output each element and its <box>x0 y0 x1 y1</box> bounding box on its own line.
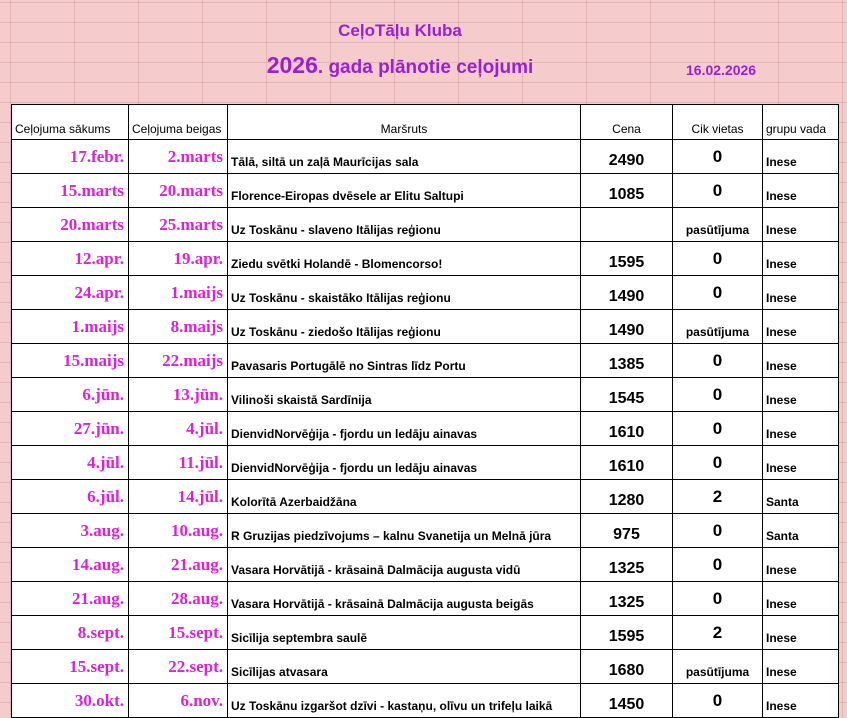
start-date-cell: 4.jūl. <box>12 446 129 480</box>
price-cell: 1385 <box>581 344 673 378</box>
seats-cell: 0 <box>673 446 763 480</box>
end-date-cell: 10.aug. <box>129 514 228 548</box>
route-cell: Ziedu svētki Holandē - Blomencorso! <box>228 242 581 276</box>
price-cell: 2490 <box>581 140 673 174</box>
price-cell: 1490 <box>581 276 673 310</box>
price-cell: 1450 <box>581 684 673 718</box>
end-date-cell: 6.nov. <box>129 684 228 718</box>
trips-table <box>11 104 839 718</box>
route-cell: Uz Toskānu - ziedošo Itālijas reģionu <box>228 310 581 344</box>
start-date-cell: 3.aug. <box>12 514 129 548</box>
route-cell: DienvidNorvēģija - fjordu un ledāju ainavas <box>228 412 581 446</box>
column-header-start: Ceļojuma sākums <box>12 105 129 140</box>
seats-cell: pasūtījuma <box>673 310 763 344</box>
route-cell: Pavasaris Portugālē no Sintras līdz Portu <box>228 344 581 378</box>
table-row <box>12 242 839 276</box>
route-cell: Uz Toskānu - skaistāko Itālijas reģionu <box>228 276 581 310</box>
subtitle-text: . gada plānotie ceļojumi <box>317 57 534 78</box>
start-date-cell: 6.jūn. <box>12 378 129 412</box>
leader-cell: Inese <box>763 446 839 480</box>
seats-cell: pasūtījuma <box>673 208 763 242</box>
table-row <box>12 650 839 684</box>
end-date-cell: 22.sept. <box>129 650 228 684</box>
route-cell: R Gruzijas piedzīvojums – kalnu Svanetija un Melnā jūra <box>228 514 581 548</box>
end-date-cell: 15.sept. <box>129 616 228 650</box>
leader-cell: Inese <box>763 276 839 310</box>
seats-cell: 0 <box>673 378 763 412</box>
route-cell: Vilinoši skaistā Sardīnija <box>228 378 581 412</box>
seats-cell: 0 <box>673 242 763 276</box>
price-cell: 1595 <box>581 242 673 276</box>
end-date-cell: 11.jūl. <box>129 446 228 480</box>
seats-cell: 0 <box>673 140 763 174</box>
price-cell: 1610 <box>581 446 673 480</box>
leader-cell: Inese <box>763 242 839 276</box>
leader-cell: Inese <box>763 684 839 718</box>
table-row <box>12 582 839 616</box>
start-date-cell: 6.jūl. <box>12 480 129 514</box>
price-cell: 1545 <box>581 378 673 412</box>
leader-cell: Inese <box>763 378 839 412</box>
end-date-cell: 2.marts <box>129 140 228 174</box>
seats-cell: 2 <box>673 480 763 514</box>
leader-cell: Inese <box>763 582 839 616</box>
route-cell: Uz Toskānu - slaveno Itālijas reģionu <box>228 208 581 242</box>
route-cell: Sicīlija septembra saulē <box>228 616 581 650</box>
table-row <box>12 276 839 310</box>
leader-cell: Santa <box>763 514 839 548</box>
leader-cell: Inese <box>763 616 839 650</box>
leader-cell: Inese <box>763 412 839 446</box>
table-row <box>12 514 839 548</box>
price-cell: 1680 <box>581 650 673 684</box>
route-cell: Vasara Horvātijā - krāsainā Dalmācija augusta beigās <box>228 582 581 616</box>
start-date-cell: 15.sept. <box>12 650 129 684</box>
table-row <box>12 310 839 344</box>
start-date-cell: 12.apr. <box>12 242 129 276</box>
price-cell: 1325 <box>581 548 673 582</box>
price-cell: 1595 <box>581 616 673 650</box>
seats-cell: 0 <box>673 684 763 718</box>
price-cell: 975 <box>581 514 673 548</box>
table-row <box>12 208 839 242</box>
route-cell: Vasara Horvātijā - krāsainā Dalmācija augusta vidū <box>228 548 581 582</box>
end-date-cell: 25.marts <box>129 208 228 242</box>
table-row <box>12 446 839 480</box>
start-date-cell: 30.okt. <box>12 684 129 718</box>
start-date-cell: 27.jūn. <box>12 412 129 446</box>
price-cell: 1280 <box>581 480 673 514</box>
seats-cell: 0 <box>673 412 763 446</box>
price-cell: 1085 <box>581 174 673 208</box>
leader-cell: Inese <box>763 548 839 582</box>
end-date-cell: 14.jūl. <box>129 480 228 514</box>
column-header-leader: grupu vada <box>763 105 839 140</box>
end-date-cell: 19.apr. <box>129 242 228 276</box>
seats-cell: 2 <box>673 616 763 650</box>
start-date-cell: 14.aug. <box>12 548 129 582</box>
start-date-cell: 17.febr. <box>12 140 129 174</box>
route-cell: Tālā, siltā un zaļā Maurīcijas sala <box>228 140 581 174</box>
year: 2026 <box>266 52 318 78</box>
leader-cell: Inese <box>763 208 839 242</box>
table-row <box>12 174 839 208</box>
seats-cell: 0 <box>673 548 763 582</box>
seats-cell: 0 <box>673 174 763 208</box>
end-date-cell: 28.aug. <box>129 582 228 616</box>
price-cell: 1610 <box>581 412 673 446</box>
end-date-cell: 8.maijs <box>129 310 228 344</box>
start-date-cell: 15.maijs <box>12 344 129 378</box>
leader-cell: Inese <box>763 650 839 684</box>
start-date-cell: 15.marts <box>12 174 129 208</box>
table-row <box>12 548 839 582</box>
price-cell: 1325 <box>581 582 673 616</box>
leader-cell: Inese <box>763 174 839 208</box>
table-row <box>12 684 839 718</box>
leader-cell: Inese <box>763 310 839 344</box>
route-cell: Florence-Eiropas dvēsele ar Elitu Saltupi <box>228 174 581 208</box>
table-header-row <box>12 105 839 140</box>
price-cell: 1490 <box>581 310 673 344</box>
column-header-end: Ceļojuma beigas <box>129 105 228 140</box>
column-header-seats: Cik vietas <box>673 105 763 140</box>
club-title: CeļoTāļu Kluba <box>338 21 462 40</box>
start-date-cell: 24.apr. <box>12 276 129 310</box>
table-row <box>12 140 839 174</box>
seats-cell: 0 <box>673 514 763 548</box>
seats-cell: 0 <box>673 344 763 378</box>
route-cell: DienvidNorvēģija - fjordu un ledāju ainavas <box>228 446 581 480</box>
column-header-price: Cena <box>581 105 673 140</box>
route-cell: Kolorītā Azerbaidžāna <box>228 480 581 514</box>
page-title <box>190 52 610 79</box>
price-cell <box>581 208 673 242</box>
start-date-cell: 21.aug. <box>12 582 129 616</box>
route-cell: Sicīlijas atvasara <box>228 650 581 684</box>
end-date-cell: 22.maijs <box>129 344 228 378</box>
table-row <box>12 616 839 650</box>
seats-cell: 0 <box>673 276 763 310</box>
update-date: 16.02.2026 <box>686 62 757 78</box>
end-date-cell: 21.aug. <box>129 548 228 582</box>
end-date-cell: 4.jūl. <box>129 412 228 446</box>
seats-cell: 0 <box>673 582 763 616</box>
start-date-cell: 8.sept. <box>12 616 129 650</box>
leader-cell: Santa <box>763 480 839 514</box>
end-date-cell: 13.jūn. <box>129 378 228 412</box>
start-date-cell: 20.marts <box>12 208 129 242</box>
table-row <box>12 344 839 378</box>
leader-cell: Inese <box>763 344 839 378</box>
leader-cell: Inese <box>763 140 839 174</box>
end-date-cell: 1.maijs <box>129 276 228 310</box>
seats-cell: pasūtījuma <box>673 650 763 684</box>
table-body <box>12 140 839 718</box>
end-date-cell: 20.marts <box>129 174 228 208</box>
table-row <box>12 378 839 412</box>
start-date-cell: 1.maijs <box>12 310 129 344</box>
table-row <box>12 412 839 446</box>
table-row <box>12 480 839 514</box>
column-header-route: Maršruts <box>228 105 581 140</box>
route-cell: Uz Toskānu izgaršot dzīvi - kastaņu, olīvu un trifeļu laikā <box>228 684 581 718</box>
